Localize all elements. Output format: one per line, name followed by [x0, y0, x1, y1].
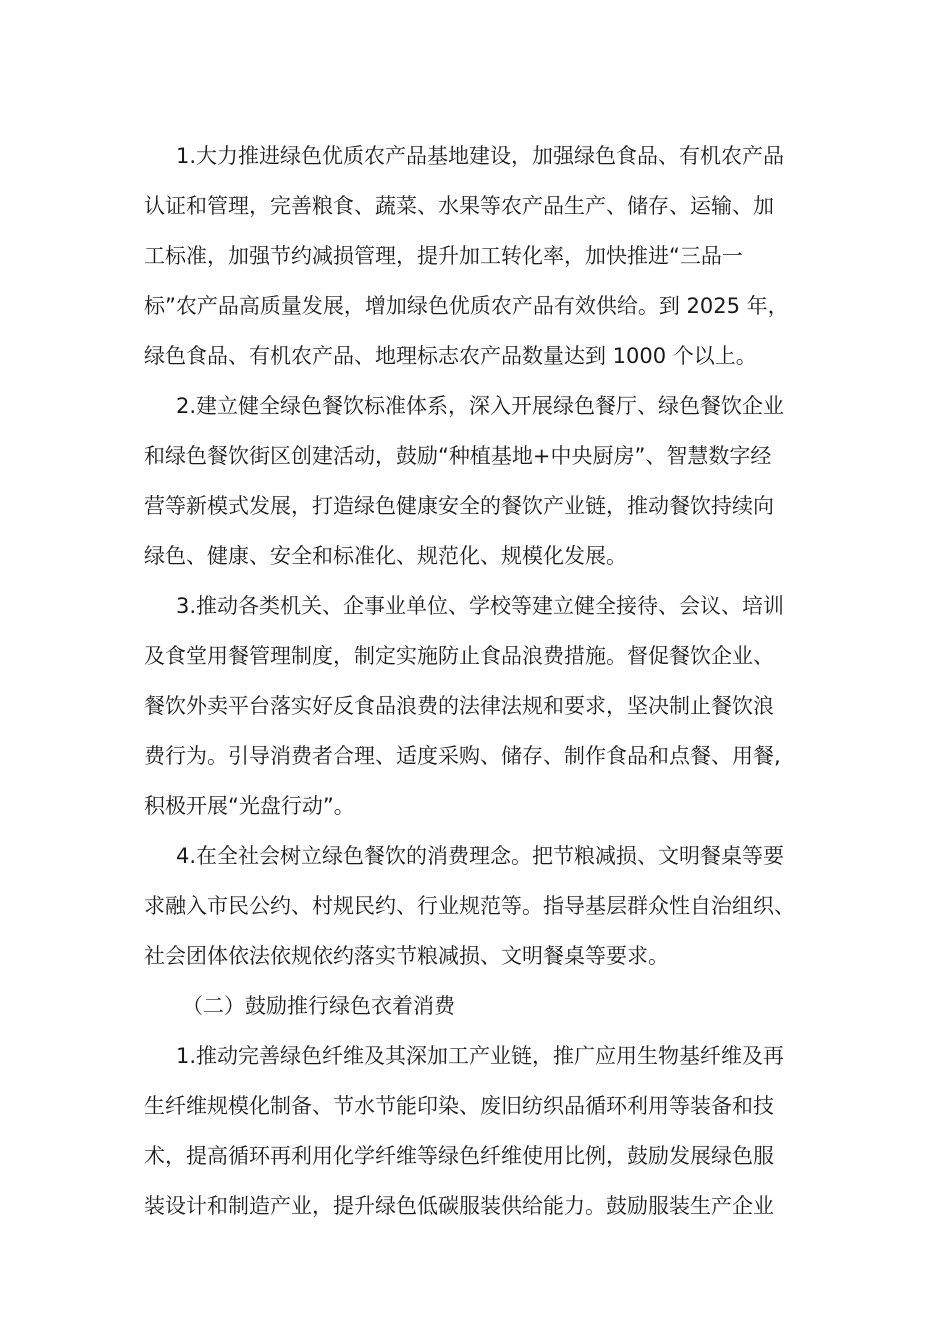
- paragraph-line: 绿色食品、有机农产品、地理标志农产品数量达到 1000 个以上。: [144, 344, 757, 368]
- paragraph-line: 标”农产品高质量发展，增加绿色优质农产品有效供给。到 2025 年，: [144, 294, 789, 318]
- document-body: [144, 131, 808, 1231]
- paragraph-line: 求融入市民公约、村规民约、行业规范等。指导基层群众性自治组织、: [144, 894, 795, 918]
- paragraph-line: 费行为。引导消费者合理、适度采购、储存、制作食品和点餐、用餐,: [144, 744, 781, 768]
- paragraph-line: 1.大力推进绿色优质农产品基地建设，加强绿色食品、有机农产品: [176, 144, 785, 168]
- paragraph-line: 生纤维规模化制备、节水节能印染、废旧纺织品循环利用等装备和技: [144, 1094, 774, 1118]
- paragraph-line: 餐饮外卖平台落实好反食品浪费的法律法规和要求，坚决制止餐饮浪: [144, 694, 774, 718]
- paragraph-5: [144, 1031, 808, 1231]
- paragraph-4: [144, 831, 808, 981]
- paragraph-line: 认证和管理，完善粮食、蔬菜、水果等农产品生产、储存、运输、加: [144, 194, 774, 218]
- section-heading: （二）鼓励推行绿色衣着消费: [182, 994, 455, 1018]
- paragraph-line: 2.建立健全绿色餐饮标准体系，深入开展绿色餐厅、绿色餐饮企业: [176, 394, 785, 418]
- paragraph-line: 积极开展“光盘行动”。: [144, 794, 355, 818]
- paragraph-line: 绿色、健康、安全和标准化、规范化、规模化发展。: [144, 544, 627, 568]
- paragraph-line: 工标准，加强节约减损管理，提升加工转化率，加快推进“三品一: [144, 244, 743, 268]
- paragraph-line: 4.在全社会树立绿色餐饮的消费理念。把节粮减损、文明餐桌等要: [176, 844, 785, 868]
- paragraph-line: 及食堂用餐管理制度，制定实施防止食品浪费措施。督促餐饮企业、: [144, 644, 774, 668]
- paragraph-line: 营等新模式发展，打造绿色健康安全的餐饮产业链，推动餐饮持续向: [144, 494, 774, 518]
- paragraph-1: [144, 131, 808, 381]
- paragraph-line: 装设计和制造产业，提升绿色低碳服装供给能力。鼓励服装生产企业: [144, 1194, 774, 1218]
- paragraph-3: [144, 581, 808, 831]
- paragraph-line: 1.推动完善绿色纤维及其深加工产业链，推广应用生物基纤维及再: [176, 1044, 785, 1068]
- paragraph-line: 社会团体依法依规依约落实节粮减损、文明餐桌等要求。: [144, 944, 669, 968]
- paragraph-2: [144, 381, 808, 581]
- paragraph-line: 和绿色餐饮街区创建活动，鼓励“种植基地+中央厨房”、智慧数字经: [144, 444, 772, 468]
- paragraph-line: 3.推动各类机关、企事业单位、学校等建立健全接待、会议、培训: [176, 594, 785, 618]
- paragraph-line: 术，提高循环再利用化学纤维等绿色纤维使用比例，鼓励发展绿色服: [144, 1144, 774, 1168]
